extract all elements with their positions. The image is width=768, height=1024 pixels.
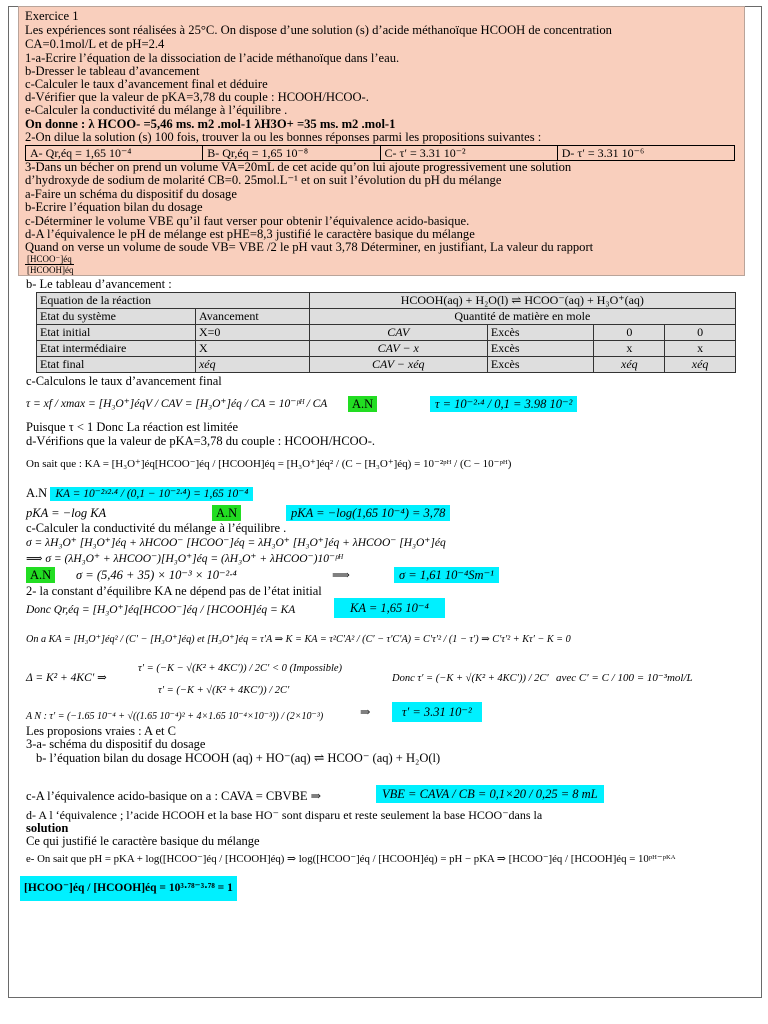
section-3d-line-2: solution (26, 821, 69, 835)
exercise-statement (18, 6, 745, 276)
tau-formula: τ = xf / xmax = [H₃O⁺]éqV / CAV = [H₃O⁺]éq / CA = 10⁻ᵖᴴ / CA (26, 398, 328, 410)
table-cell: xéq (195, 357, 309, 373)
section-3e-line: e- On sait que pH = pKA + log([HCOO⁻]éq / [HCOOH]éq) ⇒ log([HCOO⁻]éq / [HCOOH]éq) = pH − pKA ⇒ [HCOO⁻]éq / [HCOOH]éq = 10ᵖᴴ⁻ᵖᴷᴬ (26, 853, 676, 865)
ka-box: KA = 1,65 10⁻⁴ (334, 598, 445, 618)
question-1a: 1-a-Ecrire l’équation de la dissociation de l’acide méthanoïque dans l’eau. (25, 51, 400, 65)
ratio-denominator: [HCOOH]éq (27, 265, 74, 275)
table-cell: xéq (665, 357, 736, 373)
qr-line: Donc Qr,éq = [H₃O⁺]éq[HCOO⁻]éq / [HCOOH]éq = KA (26, 604, 296, 616)
question-2-title: 2- la constant d’équilibre KA ne dépend pas de l’état initial (26, 584, 322, 598)
section-e-title: c-Calculer la conductivité du mélange à l’équilibre . (26, 521, 287, 535)
sigma-value: σ = 1,61 10⁻⁴Sm⁻¹ (394, 567, 499, 583)
avec-line: avec C′ = C / 100 = 10⁻³mol/L (556, 672, 693, 684)
question-3c: c-Déterminer le volume VBE qu’il faut verser pour obtenir l’équivalence acido-basique. (25, 214, 470, 228)
proposition-d: D- τ′ = 3.31 10⁻⁶ (561, 146, 645, 160)
table-cell: 0 (594, 325, 665, 341)
proposition-c: C- τ′ = 3.31 10⁻² (381, 146, 558, 160)
section-3a-title: 3-a- schéma du dispositif du dosage (26, 737, 206, 751)
table-cell: Etat final (37, 357, 196, 373)
section-3b-title: b- l’équation bilan du dosage HCOOH (aq) + HO⁻(aq) ⇌ HCOO⁻ (aq) + H₂O(l) (36, 751, 441, 765)
table-cell: CAV − xéq (309, 357, 487, 373)
table-col-advancement: Avancement (195, 309, 309, 325)
section-3d-line-1: d- A l ‘équivalence ; l’acide HCOOH et la base HO⁻ sont disparu et reste seulement la base HCOO⁻dans la (26, 808, 543, 822)
ka-definition: On sait que : KA = [H₃O⁺]éq[HCOO⁻]éq / [HCOOH]éq = [H₃O⁺]éq² / (C − [H₃O⁺]éq) = 10⁻²ᵖᴴ / (C − 10⁻ᵖᴴ) (26, 458, 512, 470)
sigma-line-2: ⟹ σ = (λH₃O⁺ + λHCOO⁻)[H₃O⁺]éq = (λH₃O⁺ + λHCOO⁻)10⁻ᵖᴴ (26, 553, 343, 565)
table-cell: CAV − x (309, 341, 487, 357)
proposition-b: B- Qr,éq = 1,65 10⁻⁸ (203, 146, 380, 160)
an-label-4: A.N (26, 567, 55, 583)
question-3e: Quand on verse un volume de soude VB= VBE /2 le pH vaut 3,78 Déterminer, en justifiant, La valeur du rapport (25, 240, 594, 254)
question-3a: a-Faire un schéma du dispositif du dosage (25, 187, 237, 201)
table-cell: X (195, 341, 309, 357)
pka-value: pKA = −log(1,65 10⁻⁴) = 3,78 (286, 505, 450, 521)
table-cell: x (594, 341, 665, 357)
pka-definition: pKA = −log KA (26, 506, 107, 520)
table-cell: Etat initial (37, 325, 196, 341)
propositions-row (25, 145, 735, 161)
question-3b: b-Ecrire l’équation bilan du dosage (25, 200, 203, 214)
table-cell: 0 (665, 325, 736, 341)
an-label-3: A.N (212, 505, 241, 521)
table-cell: CAV (309, 325, 487, 341)
an-label: A.N (348, 396, 377, 412)
an-label-2: A.N (26, 486, 48, 500)
sigma-line-1: σ = λH₃O⁺ [H₃O⁺]éq + λHCOO⁻ [HCOO⁻]éq = λH₃O⁺ [H₃O⁺]éq + λHCOO⁻ [H₃O⁺]éq (26, 537, 446, 549)
question-1d: d-Vérifier que la valeur de pKA=3,78 du couple : HCOOH/HCOO-. (25, 90, 369, 104)
exercise-title: Exercice 1 (25, 9, 79, 23)
tau-conclusion: Puisque τ < 1 Donc La réaction est limitée (26, 420, 239, 434)
section-3d-line-3: Ce qui justifié le caractère basique du mélange (26, 834, 260, 848)
given-data: On donne : λ HCOO- =5,46 ms. m2 .mol-1 λH3O+ =35 ms. m2 .mol-1 (25, 117, 396, 131)
tau-prime-an: A N : τ′ = (−1.65 10⁻⁴ + √((1.65 10⁻⁴)² + 4×1.65 10⁻⁴×10⁻³)) / (2×10⁻³) (26, 711, 324, 722)
donc-line: Donc τ′ = (−K + √(K² + 4KC′)) / 2C′ (392, 673, 549, 684)
table-header-equation: HCOOH(aq) + H₂O(l) ⇌ HCOO⁻(aq) + H₃O⁺(aq) (309, 293, 735, 309)
ratio-numerator: [HCOO⁻]éq (27, 254, 72, 264)
table-cell: Excès (487, 341, 594, 357)
true-propositions: Les proposions vraies : A et C (26, 724, 176, 738)
table-cell: x (665, 341, 736, 357)
ratio-fraction (25, 254, 76, 275)
question-1b: b-Dresser le tableau d’avancement (25, 64, 200, 78)
exercise-intro-2: CA=0.1mol/L et de pH=2.4 (25, 37, 165, 51)
table-cell: X=0 (195, 325, 309, 341)
table-col-state: Etat du système (37, 309, 196, 325)
section-c-title: c-Calculons le taux d’avancement final (26, 374, 222, 388)
root-2: τ′ = (−K + √(K² + 4KC′)) / 2C′ (158, 685, 290, 696)
question-3d: d-A l’équivalence le pH de mélange est pHE=8,3 justifié le caractère basique du mélange (25, 227, 475, 241)
question-2: 2-On dilue la solution (s) 100 fois, trouver la ou les bonnes réponses parmi les propositions suivantes : (25, 130, 542, 144)
table-header-left: Equation de la réaction (37, 293, 310, 309)
delta-line: Δ = K² + 4KC′ ⇒ (26, 672, 107, 684)
table-row (37, 325, 736, 341)
k-equation-line: On a KA = [H₃O⁺]éq² / (C′ − [H₃O⁺]éq) et [H₃O⁺]éq = τ′A ⇒ K = KA = τ²C′A² / (C′ − τ′C′A) = C′τ′² / (1 − τ′) ⇒ C′τ′² + Kτ′ − K = 0 (26, 634, 571, 645)
section-d-title: d-Vérifions que la valeur de pKA=3,78 du couple : HCOOH/HCOO-. (26, 434, 375, 448)
sigma-line-3: σ = (5,46 + 35) × 10⁻³ × 10⁻²·⁴ (76, 568, 237, 582)
vbe-value: VBE = CAVA / CB = 0,1×20 / 0,25 = 8 mL (376, 785, 604, 803)
proposition-a: A- Qr,éq = 1,65 10⁻⁴ (26, 146, 203, 160)
table-row (37, 341, 736, 357)
exercise-intro: Les expériences sont réalisées à 25°C. On dispose d’une solution (s) d’acide méthanoïque HCOOH de concentration (25, 23, 612, 37)
tau-prime-value: τ′ = 3.31 10⁻² (392, 702, 482, 722)
table-row (37, 357, 736, 373)
table-cell: Etat intermédiaire (37, 341, 196, 357)
question-3: 3-Dans un bécher on prend un volume VA=20mL de cet acide qu’on lui ajoute progressivement une solution (25, 160, 572, 174)
root-1: τ′ = (−K − √(K² + 4KC′)) / 2C′ < 0 (Impossible) (138, 663, 343, 674)
advancement-table (36, 292, 736, 373)
table-col-quantity: Quantité de matière en mole (309, 309, 735, 325)
question-1e: e-Calculer la conductivité du mélange à l’équilibre . (25, 103, 288, 117)
section-3c-line: c-A l’équivalence acido-basique on a : CAVA = CBVBE ⇒ (26, 789, 322, 803)
final-ratio: [HCOO⁻]éq / [HCOOH]éq = 10³·⁷⁸⁻³·⁷⁸ = 1 (20, 876, 237, 901)
question-3-cont: d’hydroxyde de sodium de molarité CB=0. 25mol.L⁻¹ et on suit l’évolution du pH du mélange (25, 173, 502, 187)
ka-value: KA = 10⁻²ˣ²·⁴ / (0,1 − 10⁻²·⁴) = 1,65 10⁻⁴ (50, 487, 253, 501)
tableau-title: b- Le tableau d’avancement : (26, 277, 172, 291)
tau-value: τ = 10⁻²·⁴ / 0,1 = 3.98 10⁻² (430, 396, 577, 412)
question-1c: c-Calculer le taux d’avancement final et déduire (25, 77, 268, 91)
table-cell: xéq (594, 357, 665, 373)
table-cell: Excès (487, 357, 594, 373)
table-cell: Excès (487, 325, 594, 341)
